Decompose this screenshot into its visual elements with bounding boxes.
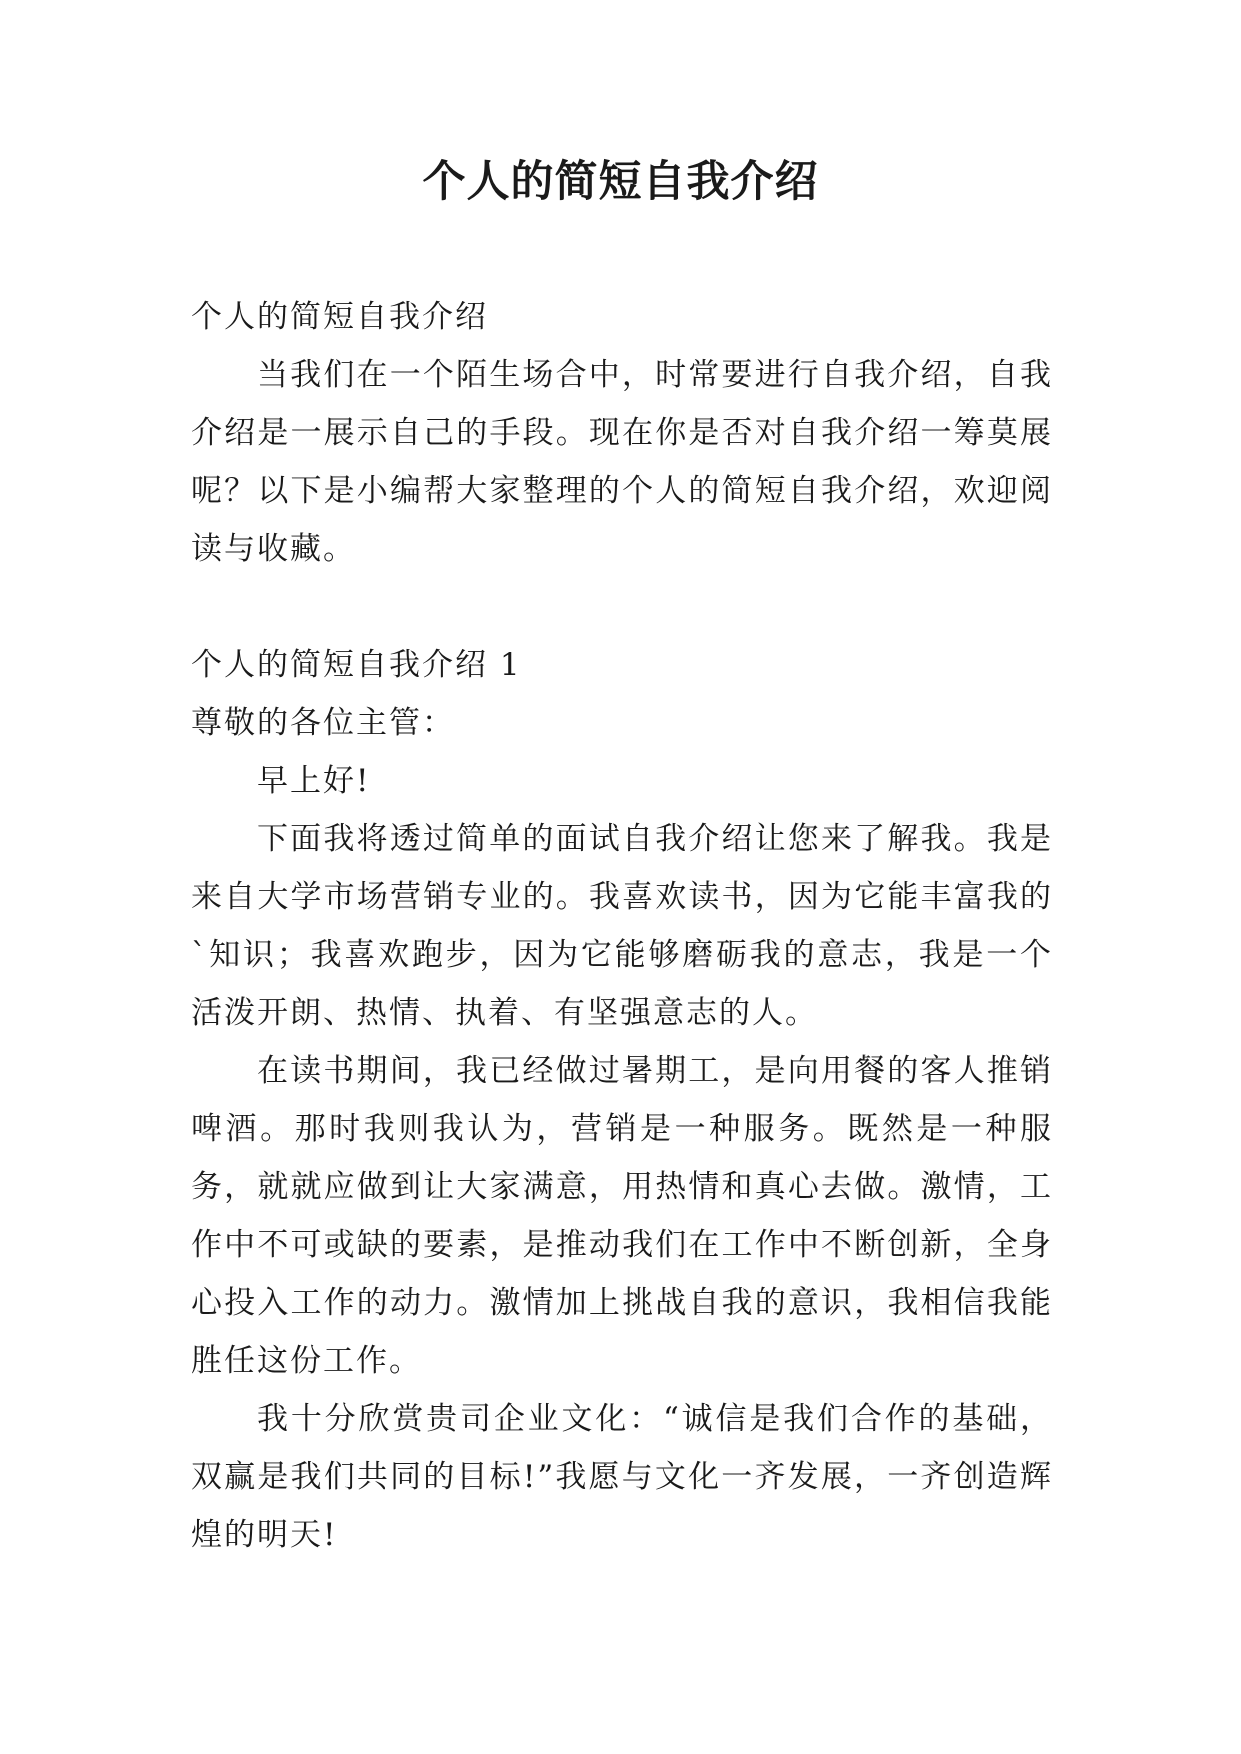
intro-paragraph: 当我们在一个陌生场合中，时常要进行自我介绍，自我介绍是一展示自己的手段。现在你是否对自我介绍一筹莫展呢？以下是小编帮大家整理的个人的简短自我介绍，欢迎阅读与收藏。 (191, 357, 1053, 567)
intro-heading: 个人的简短自我介绍 (191, 299, 488, 335)
body-paragraph: 我十分欣赏贵司企业文化：“诚信是我们合作的基础，双赢是我们共同的目标!”我愿与文化一齐发展，一齐创造辉煌的明天! (191, 1401, 1053, 1553)
document-body (191, 288, 1053, 1564)
greeting: 早上好! (257, 763, 371, 799)
section-spacer (191, 578, 1053, 636)
salutation: 尊敬的各位主管： (191, 705, 455, 741)
body-paragraph: 在读书期间，我已经做过暑期工，是向用餐的客人推销啤酒。那时我则我认为，营销是一种服务。既然是一种服务，就就应做到让大家满意，用热情和真心去做。激情，工作中不可或缺的要素，是推动我们在工作中不断创新，全身心投入工作的动力。激情加上挑战自我的意识，我相信我能胜任这份工作。 (191, 1053, 1053, 1379)
document-title: 个人的简短自我介绍 (422, 157, 819, 207)
body-paragraph: 下面我将透过简单的面试自我介绍让您来了解我。我是来自大学市场营销专业的。我喜欢读书，因为它能丰富我的`知识；我喜欢跑步，因为它能够磨砺我的意志，我是一个活泼开朗、热情、执着、有坚强意志的人。 (191, 821, 1053, 1031)
section-heading: 个人的简短自我介绍 1 (191, 647, 522, 683)
